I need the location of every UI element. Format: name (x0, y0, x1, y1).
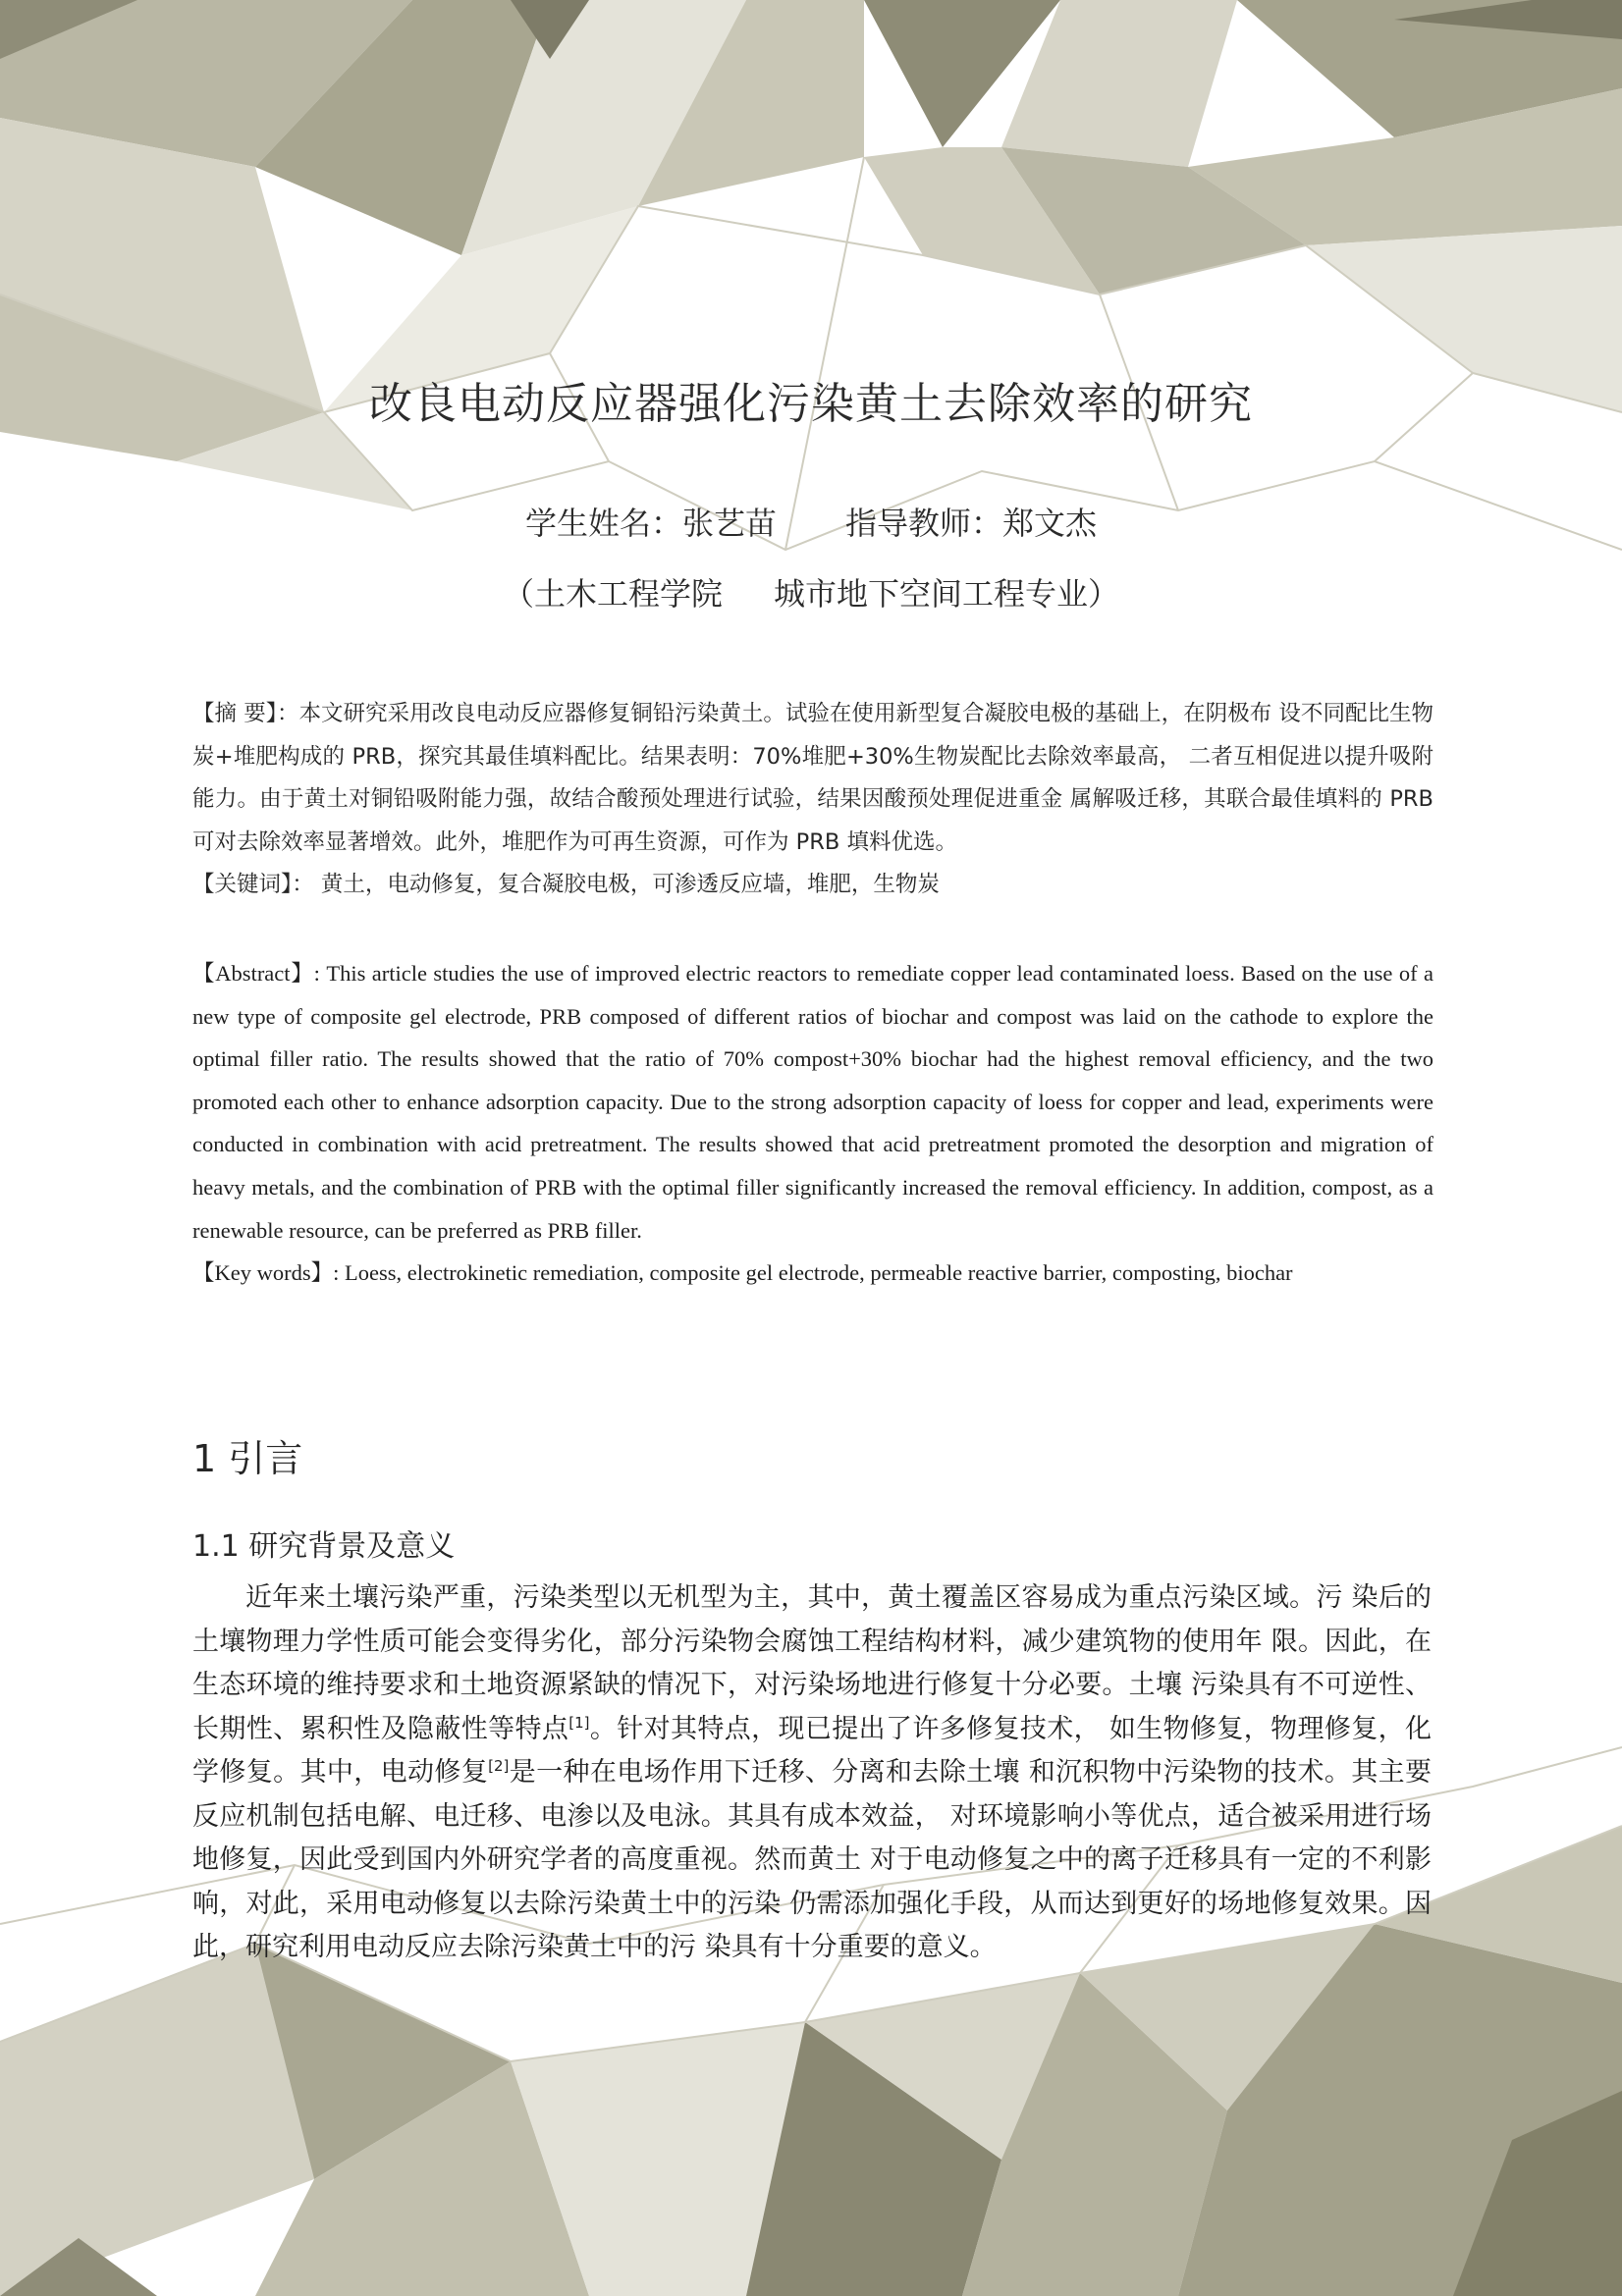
paper-title: 改良电动反应器强化污染黄土去除效率的研究 (369, 379, 1253, 429)
english-abstract-block (192, 952, 1433, 1295)
body-paragraph (192, 1576, 1432, 1970)
english-abstract (192, 952, 1433, 1252)
paragraph-part-2: 。针对其特点，现已提出了许多修复技术， 如生物修复，物理修复，化学修复。其中，电动修复 (192, 1713, 1433, 1788)
chinese-abstract-label: 【摘 要】 (192, 701, 277, 726)
chinese-keywords-text: ： 黄土，电动修复，复合凝胶电极，可渗透反应墙，堆肥，生物炭 (292, 872, 940, 897)
english-keywords (192, 1252, 1433, 1295)
student-name: 学生姓名：张艺苗 (524, 505, 777, 542)
affiliation-college: （土木工程学院 (502, 575, 723, 613)
chinese-keywords (192, 864, 1433, 907)
english-keywords-label: 【Key words】 (192, 1260, 334, 1286)
section-heading-introduction: 1 引言 (192, 1437, 303, 1480)
english-abstract-text: : This article studies the use of improved electric reactors to remediate copper lead contaminated loess. Based on the use of a new type of composite gel electrode, PRB composed of different ratios of biochar and compost was laid on the cathode to explore the optimal filler ratio. The results showed that the ratio of 70% compost+30% biochar had the highest removal efficiency, and the two promoted each other to enhance adsorption capacity. Due to the strong adsorption capacity of loess for copper and lead, experiments were conducted in combination with acid pretreatment. The results showed that acid pretreatment promoted the desorption and migration of heavy metals, and the combination of PRB with the optimal filler significantly increased the removal efficiency. In addition, compost, as a renewable resource, can be preferred as PRB filler. (192, 961, 1433, 1243)
citation-ref-2[interactable]: [2] (488, 1757, 510, 1775)
chinese-abstract-block (192, 693, 1433, 907)
english-abstract-label: 【Abstract】 (192, 961, 314, 986)
author-line (0, 499, 1622, 544)
chinese-keywords-label: 【关键词】 (192, 872, 293, 897)
citation-ref-1[interactable]: [1] (568, 1713, 590, 1732)
chinese-abstract-text: ：本文研究采用改良电动反应器修复铜铅污染黄土。试验在使用新型复合凝胶电极的基础上，在阴极布 设不同配比生物炭+堆肥构成的 PRB，探究其最佳填料配比。结果表明：70%堆肥+30%生物炭配比去除效率最高， 二者互相促进以提升吸附能力。由于黄土对铜铅吸附能力强，故结合酸预处理进行试验，结果因酸预处理促进重金 属解吸迁移，其联合最佳填料的 PRB 可对去除效率显著增效。此外，堆肥作为可再生资源，可作为 PRB 填料优选。 (192, 701, 1434, 855)
english-keywords-text: : Loess, electrokinetic remediation, composite gel electrode, permeable reactive barrier, composting, biochar (333, 1260, 1293, 1286)
chinese-abstract (192, 693, 1433, 864)
paragraph-part-3: 是一种在电场作用下迁移、分离和去除土壤 和沉积物中污染物的技术。其主要反应机制包括电解、电迁移、电渗以及电泳。其具有成本效益， 对环境影响小等优点，适合被采用进行场地修复，因此受到国内外研究学者的高度重视。然而黄土 对于电动修复之中的离子迁移具有一定的不利影响，对此，采用电动修复以去除污染黄土中的污染 仍需添加强化手段，从而达到更好的场地修复效果。因此，研究利用电动反应去除污染黄土中的污 染具有十分重要的意义。 (192, 1757, 1432, 1962)
affiliation-line (0, 569, 1622, 614)
advisor-name: 指导教师：郑文杰 (845, 505, 1098, 542)
paragraph-part-1: 近年来土壤污染严重，污染类型以无机型为主，其中，黄土覆盖区容易成为重点污染区域。污 染后的土壤物理力学性质可能会变得劣化，部分污染物会腐蚀工程结构材料，减少建筑物的使用年 限。因此，在生态环境的维持要求和土地资源紧缺的情况下，对污染场地进行修复十分必要。土壤 污染具有不可逆性、长期性、累积性及隐蔽性等特点 (192, 1582, 1432, 1744)
top-polygon-decoration (0, 0, 1622, 510)
subsection-heading-background: 1.1 研究背景及意义 (192, 1529, 456, 1564)
affiliation-major: 城市地下空间工程专业） (774, 575, 1120, 613)
